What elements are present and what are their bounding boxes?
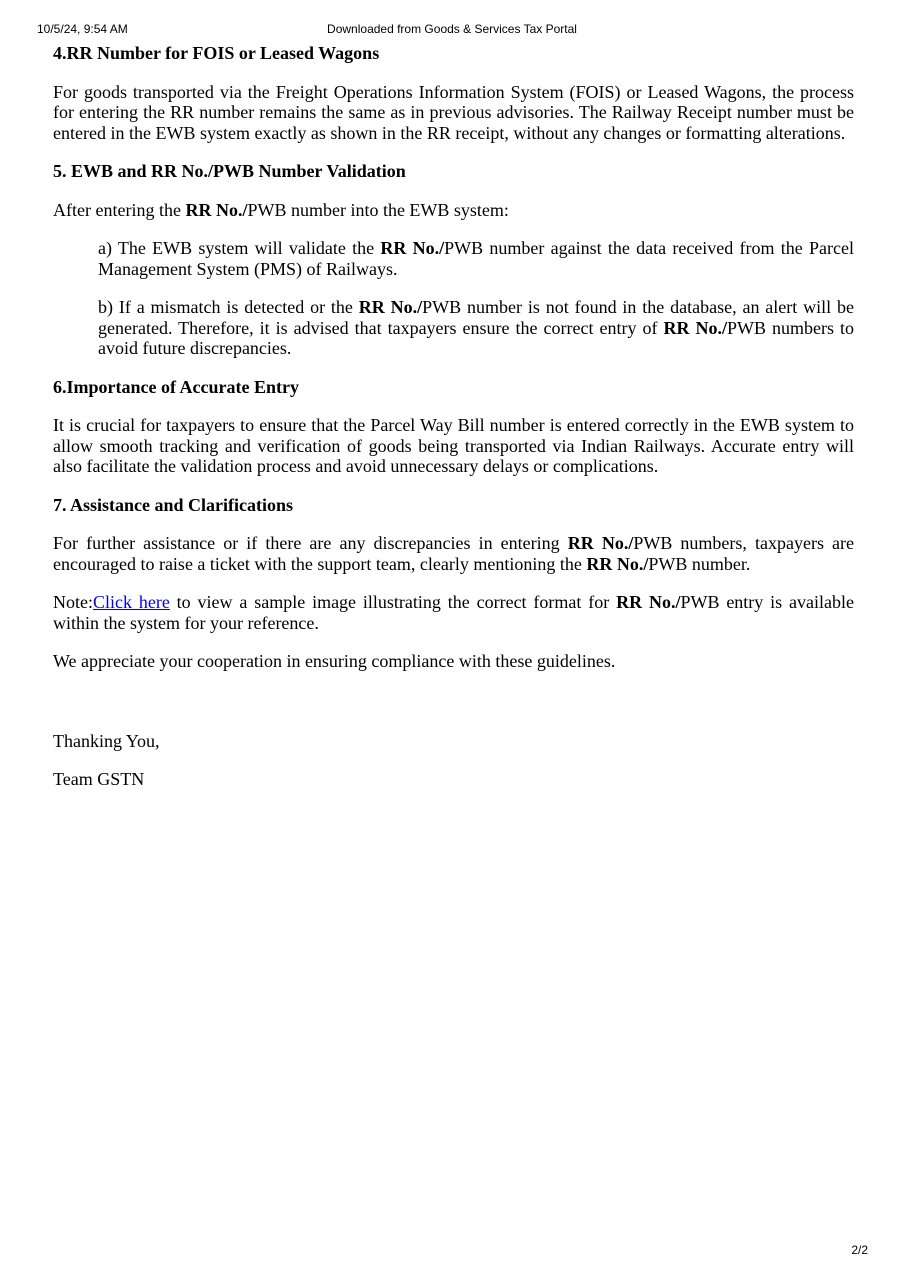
section-5-heading: 5. EWB and RR No./PWB Number Validation	[53, 161, 406, 181]
text-run: After entering the	[53, 199, 186, 220]
rr-no-label: RR No./	[586, 553, 649, 574]
section-4-heading: 4.RR Number for FOIS or Leased Wagons	[53, 43, 380, 63]
click-here-link[interactable]: Click here	[93, 592, 170, 612]
page-number: 2/2	[851, 1243, 868, 1257]
text-run: PWB number.	[648, 553, 751, 574]
note-paragraph	[53, 592, 854, 633]
text-run: PWB number into the EWB system:	[247, 199, 509, 220]
advisory-content	[53, 43, 854, 808]
rr-no-label: RR No./	[380, 238, 445, 258]
section-7-heading: 7. Assistance and Clarifications	[53, 494, 294, 515]
rr-no-label: RR No./	[567, 533, 634, 553]
signoff-team: Team GSTN	[53, 769, 145, 789]
note-label: Note:	[53, 592, 93, 612]
text-run: b) If a mismatch is detected or the	[98, 297, 359, 317]
section-4-body: For goods transported via the Freight Operations Information System (FOIS) or Leased Wagons, the process for entering the RR number remains the same as in previous advisories. The Railway Receipt number must be entered in the EWB system exactly as shown in the RR receipt, without any changes or formatting alterations.	[53, 81, 854, 143]
rr-no-label: RR No./	[616, 592, 681, 612]
text-run: a) The EWB system will validate the	[98, 238, 381, 258]
section-6-heading: 6.Importance of Accurate Entry	[53, 376, 299, 397]
section-5-intro	[53, 200, 854, 221]
section-7-body	[53, 533, 854, 574]
print-header	[37, 22, 867, 38]
section-5-item-a	[98, 238, 854, 279]
text-run: PWB numbers, taxpayers are encouraged to raise a ticket with the support team, clearly mentioning the	[53, 533, 855, 574]
text-run: PWB number is not found in the database, an alert will be generated. Therefore, it is advised that taxpayers ensure the correct entry of	[98, 297, 854, 338]
text-run: PWB entry is available within the system for your reference.	[53, 592, 854, 633]
text-run: PWB numbers to avoid future discrepancies.	[98, 317, 855, 358]
text-run: to view a sample image illustrating the correct format for	[169, 592, 617, 612]
rr-no-label: RR No./	[663, 317, 727, 338]
section-6-body: It is crucial for taxpayers to ensure that the Parcel Way Bill number is entered correctly in the EWB system to allow smooth tracking and verification of goods being transported via Indian Railways. Accurate entry will also facilitate the validation process and avoid unnecessary delays or complications.	[53, 415, 854, 476]
spacer	[53, 690, 854, 731]
rr-no-label: RR No./	[358, 297, 423, 317]
signoff-thanks: Thanking You,	[53, 730, 160, 751]
print-source: Downloaded from Goods & Services Tax Portal	[327, 22, 577, 36]
text-run: For further assistance or if there are any discrepancies in entering	[53, 533, 568, 553]
print-timestamp: 10/5/24, 9:54 AM	[37, 22, 128, 36]
rr-no-label: RR No./	[185, 199, 248, 220]
closing-paragraph: We appreciate your cooperation in ensuring compliance with these guidelines.	[53, 651, 616, 671]
text-run: PWB number against the data received from the Parcel Management System (PMS) of Railways.	[98, 238, 854, 279]
section-5-item-b	[98, 297, 854, 359]
